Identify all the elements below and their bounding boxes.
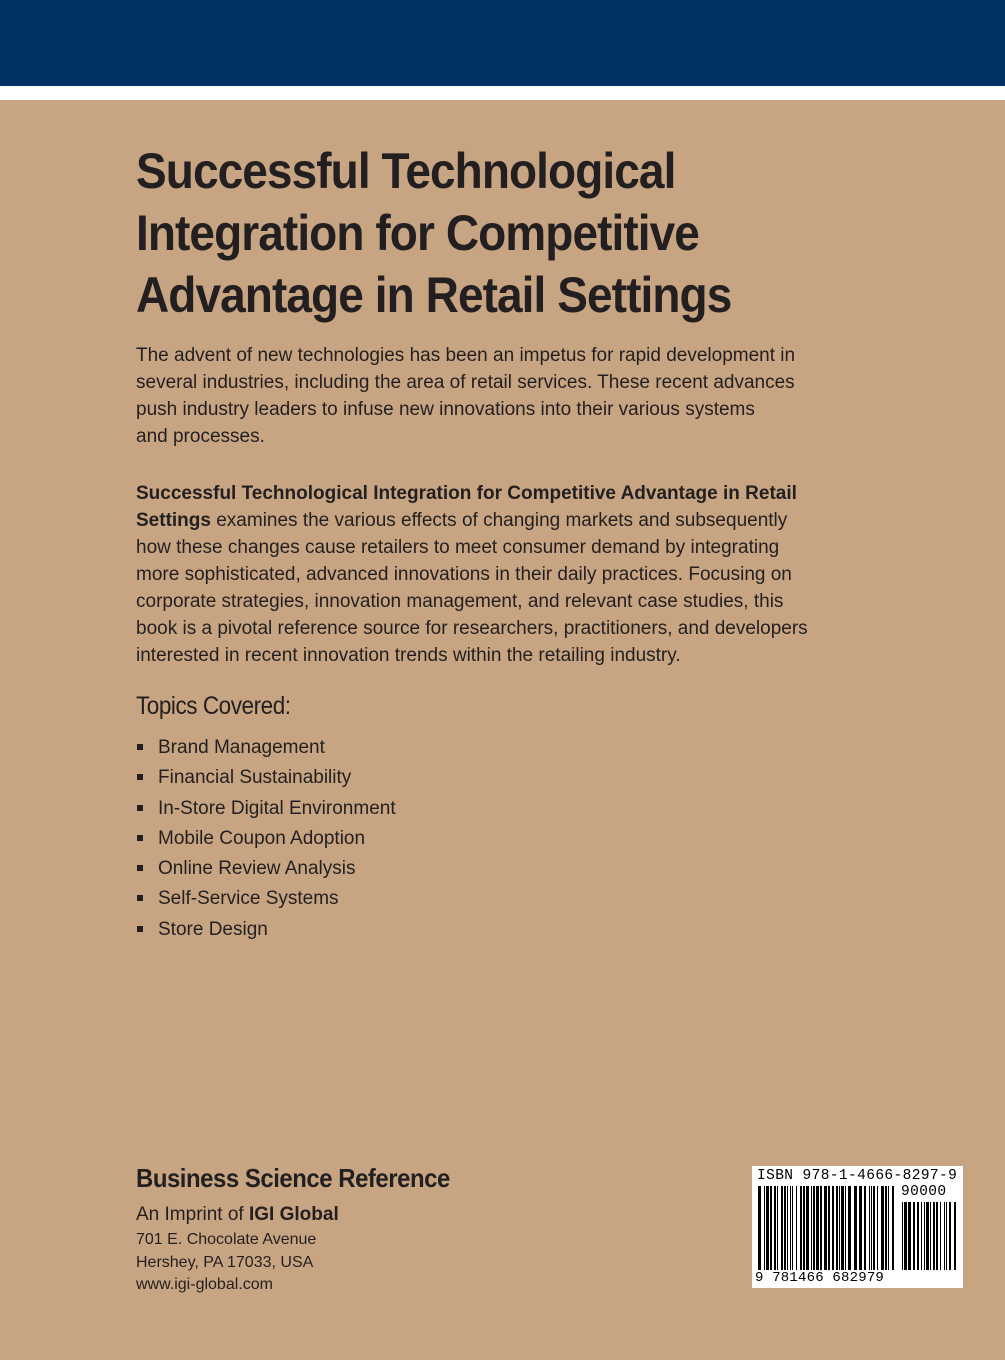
topic-item (136, 733, 396, 763)
intro-line: push industry leaders to infuse new innovations into their various systems (136, 399, 755, 420)
title-line: Advantage in Retail Settings (136, 267, 732, 323)
topic-label: Online Review Analysis (158, 858, 356, 880)
topic-label: Store Design (158, 918, 268, 940)
square-bullet-icon (137, 895, 143, 901)
barcode-bar (816, 1186, 819, 1270)
description-line: more sophisticated, advanced innovations in their daily practices. Focusing on (136, 564, 792, 585)
description-line (136, 507, 846, 534)
barcode-bar (913, 1202, 915, 1270)
barcode-addon-number: 90000 (901, 1184, 947, 1200)
description-book-title: Successful Technological Integration for Competitive Advantage in Retail (136, 483, 797, 504)
barcode-bar (848, 1186, 851, 1270)
barcode-bar (806, 1186, 809, 1270)
barcode-bar (933, 1202, 935, 1270)
isbn-label: ISBN 978-1-4666-8297-9 (757, 1168, 958, 1184)
isbn-barcode (752, 1166, 963, 1288)
topic-item (136, 763, 396, 793)
barcode-bar (924, 1202, 925, 1270)
barcode-bar (777, 1186, 778, 1270)
topic-label: Mobile Coupon Adoption (158, 827, 366, 849)
barcode-bar (811, 1186, 812, 1270)
square-bullet-icon (137, 805, 143, 811)
topic-label: In-Store Digital Environment (158, 797, 396, 819)
title-line: Integration for Competitive (136, 205, 699, 261)
topic-item (136, 915, 396, 945)
barcode-bar (926, 1202, 929, 1270)
publisher-name: Business Science Reference (136, 1163, 450, 1193)
barcode-bar (877, 1186, 878, 1270)
topic-item (136, 794, 396, 824)
ean-digits: 9 781466 682979 (755, 1270, 885, 1286)
barcode-bar (873, 1186, 875, 1270)
imprint-name: IGI Global (249, 1204, 339, 1225)
barcode-bar (917, 1202, 919, 1270)
intro-paragraph (136, 342, 846, 450)
topic-label: Financial Sustainability (158, 767, 352, 789)
topic-item (136, 884, 396, 914)
description-line: book is a pivotal reference source for researchers, practitioners, and developers (136, 618, 808, 639)
barcode-bar (949, 1202, 951, 1270)
description-line (136, 480, 846, 507)
address-street: 701 E. Chocolate Avenue (136, 1231, 317, 1248)
description-book-title-end: Settings (136, 510, 211, 531)
barcode-bar (885, 1186, 887, 1270)
topic-label: Brand Management (158, 737, 325, 758)
barcode-bar (930, 1202, 931, 1270)
barcode-bar (758, 1186, 761, 1270)
ean-barcode-bars (758, 1186, 896, 1270)
barcode-bar (892, 1186, 894, 1270)
barcode-bar (845, 1186, 846, 1270)
back-cover (0, 100, 1005, 1360)
description-text: examines the various effects of changing markets and subsequently (210, 510, 788, 531)
intro-line: several industries, including the area of retail services. These recent advances (136, 372, 795, 393)
barcode-bar (902, 1202, 903, 1270)
barcode-bar (828, 1186, 830, 1270)
barcode-bar (820, 1186, 822, 1270)
barcode-bar (871, 1186, 872, 1270)
barcode-bar (954, 1202, 956, 1270)
barcode-bar (859, 1186, 862, 1270)
square-bullet-icon (137, 774, 143, 780)
intro-line: The advent of new technologies has been an impetus for rapid development in (136, 345, 796, 366)
addon-barcode-bars (902, 1202, 958, 1270)
title-line: Successful Technological (136, 143, 676, 199)
publisher-website: www.igi-global.com (136, 1276, 273, 1293)
barcode-bar (864, 1186, 866, 1270)
square-bullet-icon (137, 744, 143, 750)
barcode-bar (839, 1186, 840, 1270)
barcode-bar (944, 1202, 945, 1270)
topic-item (136, 854, 396, 884)
topics-list (136, 733, 396, 945)
barcode-bar (790, 1186, 791, 1270)
barcode-bar (836, 1186, 838, 1270)
barcode-bar (881, 1186, 884, 1270)
barcode-bar (841, 1186, 844, 1270)
top-color-band (0, 0, 1005, 86)
barcode-bar (908, 1202, 911, 1270)
barcode-bar (781, 1186, 783, 1270)
barcode-bar (766, 1186, 769, 1270)
barcode-bar (940, 1202, 941, 1270)
description-line: interested in recent innovation trends within the retailing industry. (136, 645, 681, 666)
barcode-bar (800, 1186, 802, 1270)
barcode-bar (792, 1186, 793, 1270)
intro-line: and processes. (136, 426, 265, 447)
barcode-bar (774, 1186, 776, 1270)
barcode-bar (832, 1186, 834, 1270)
barcode-bar (869, 1186, 870, 1270)
barcode-bar (854, 1186, 857, 1270)
description-paragraph (136, 480, 846, 669)
barcode-bar (770, 1186, 772, 1270)
description-line: corporate strategies, innovation management, and relevant case studies, this (136, 591, 784, 612)
barcode-bar (888, 1186, 889, 1270)
barcode-bar (936, 1202, 938, 1270)
barcode-bar (813, 1186, 815, 1270)
square-bullet-icon (137, 865, 143, 871)
barcode-bar (784, 1186, 786, 1270)
imprint-prefix: An Imprint of (136, 1204, 249, 1225)
barcode-bar (904, 1202, 907, 1270)
barcode-bar (796, 1186, 797, 1270)
barcode-bar (824, 1186, 827, 1270)
barcode-bar (946, 1202, 947, 1270)
topic-label: Self-Service Systems (158, 888, 339, 910)
barcode-bar (803, 1186, 805, 1270)
barcode-bar (787, 1186, 788, 1270)
address-city: Hershey, PA 17033, USA (136, 1254, 314, 1271)
topic-item (136, 824, 396, 854)
imprint-line (136, 1204, 339, 1226)
description-line: how these changes cause retailers to meet consumer demand by integrating (136, 537, 780, 558)
barcode-bar (921, 1202, 922, 1270)
square-bullet-icon (137, 926, 143, 932)
barcode-bar (764, 1186, 765, 1270)
square-bullet-icon (137, 835, 143, 841)
topics-heading: Topics Covered: (136, 692, 291, 720)
book-title (136, 140, 798, 326)
